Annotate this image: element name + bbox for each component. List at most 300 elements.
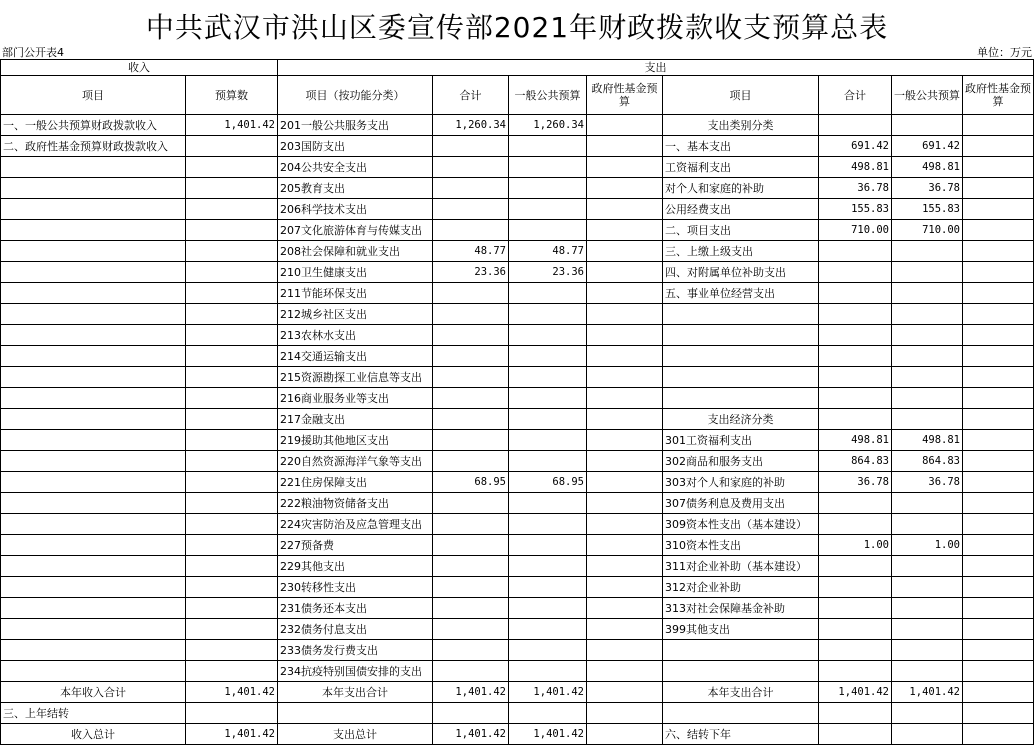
table-cell-d: [433, 304, 509, 325]
table-row: [1, 136, 1034, 157]
table-cell-f: [587, 115, 663, 136]
table-cell-b: [186, 136, 278, 157]
table-cell-g: 313对社会保障基金补助: [663, 598, 819, 619]
table-row: [1, 241, 1034, 262]
table-cell-j: [963, 241, 1034, 262]
table-cell-i: 498.81: [892, 157, 963, 178]
table-cell-f: [587, 451, 663, 472]
table-cell-b: [186, 493, 278, 514]
col-header-item-func: 项目（按功能分类）: [278, 76, 433, 115]
table-cell-j: [963, 703, 1034, 724]
table-cell-h: 155.83: [819, 199, 892, 220]
table-cell-j: [963, 346, 1034, 367]
table-cell-d: [433, 367, 509, 388]
table-cell-i: 498.81: [892, 430, 963, 451]
table-cell-a: [1, 493, 186, 514]
table-cell-b: [186, 367, 278, 388]
table-cell-a: [1, 535, 186, 556]
table-cell-e: [509, 598, 587, 619]
table-cell-j: [963, 262, 1034, 283]
table-cell-f: [587, 682, 663, 703]
table-cell-i: [892, 640, 963, 661]
table-cell-j: [963, 640, 1034, 661]
table-cell-c: 205教育支出: [278, 178, 433, 199]
table-cell-h: [819, 241, 892, 262]
table-cell-d: [433, 598, 509, 619]
table-cell-i: [892, 724, 963, 745]
table-cell-a: [1, 346, 186, 367]
table-cell-c: 216商业服务业等支出: [278, 388, 433, 409]
table-cell-c: 217金融支出: [278, 409, 433, 430]
table-row: [1, 199, 1034, 220]
table-cell-g: 399其他支出: [663, 619, 819, 640]
table-cell-h: [819, 367, 892, 388]
table-cell-c: 支出总计: [278, 724, 433, 745]
table-cell-g: [663, 304, 819, 325]
table-cell-i: [892, 661, 963, 682]
table-cell-f: [587, 325, 663, 346]
table-cell-f: [587, 157, 663, 178]
table-cell-d: [433, 514, 509, 535]
table-cell-f: [587, 724, 663, 745]
table-cell-g: 支出类别分类: [663, 115, 819, 136]
table-cell-e: [509, 535, 587, 556]
table-row: [1, 703, 1034, 724]
table-cell-g: 支出经济分类: [663, 409, 819, 430]
table-cell-c: [278, 703, 433, 724]
table-cell-c: 210卫生健康支出: [278, 262, 433, 283]
table-cell-d: 23.36: [433, 262, 509, 283]
table-row: [1, 535, 1034, 556]
table-cell-f: [587, 514, 663, 535]
table-cell-d: [433, 388, 509, 409]
table-cell-h: [819, 661, 892, 682]
table-cell-a: [1, 661, 186, 682]
table-cell-d: [433, 640, 509, 661]
table-cell-g: 311对企业补助（基本建设）: [663, 556, 819, 577]
table-cell-f: [587, 577, 663, 598]
table-cell-e: 1,401.42: [509, 682, 587, 703]
table-cell-b: [186, 514, 278, 535]
table-cell-f: [587, 283, 663, 304]
table-cell-j: [963, 493, 1034, 514]
col-header-general: 一般公共预算: [509, 76, 587, 115]
table-cell-b: [186, 472, 278, 493]
table-cell-b: [186, 388, 278, 409]
table-cell-d: [433, 535, 509, 556]
table-cell-c: 219援助其他地区支出: [278, 430, 433, 451]
table-cell-g: 对个人和家庭的补助: [663, 178, 819, 199]
table-cell-i: 1,401.42: [892, 682, 963, 703]
table-cell-i: 691.42: [892, 136, 963, 157]
table-cell-e: [509, 409, 587, 430]
table-cell-f: [587, 556, 663, 577]
table-cell-c: 203国防支出: [278, 136, 433, 157]
table-cell-e: [509, 703, 587, 724]
table-cell-g: 307债务利息及费用支出: [663, 493, 819, 514]
table-cell-g: [663, 661, 819, 682]
table-cell-h: 1,401.42: [819, 682, 892, 703]
table-cell-a: [1, 157, 186, 178]
table-row: [1, 157, 1034, 178]
table-cell-i: [892, 241, 963, 262]
table-cell-a: [1, 409, 186, 430]
table-cell-h: [819, 262, 892, 283]
table-cell-i: [892, 619, 963, 640]
table-cell-g: 本年支出合计: [663, 682, 819, 703]
table-cell-i: [892, 115, 963, 136]
table-cell-g: 303对个人和家庭的补助: [663, 472, 819, 493]
table-cell-e: [509, 325, 587, 346]
table-cell-f: [587, 661, 663, 682]
table-cell-g: 六、结转下年: [663, 724, 819, 745]
table-cell-g: [663, 640, 819, 661]
table-row: [1, 409, 1034, 430]
table-cell-h: [819, 388, 892, 409]
table-cell-e: [509, 640, 587, 661]
table-cell-b: 1,401.42: [186, 682, 278, 703]
table-cell-e: [509, 283, 587, 304]
table-cell-j: [963, 514, 1034, 535]
table-cell-f: [587, 535, 663, 556]
table-cell-h: [819, 640, 892, 661]
table-cell-b: [186, 241, 278, 262]
table-row: [1, 262, 1034, 283]
table-cell-a: [1, 556, 186, 577]
table-cell-g: 三、上缴上级支出: [663, 241, 819, 262]
table-cell-f: [587, 640, 663, 661]
table-cell-d: [433, 619, 509, 640]
table-cell-f: [587, 472, 663, 493]
table-cell-d: [433, 283, 509, 304]
table-cell-a: [1, 199, 186, 220]
table-cell-i: [892, 514, 963, 535]
table-cell-a: [1, 304, 186, 325]
table-cell-a: [1, 262, 186, 283]
table-cell-b: [186, 535, 278, 556]
table-row: [1, 346, 1034, 367]
table-row: [1, 682, 1034, 703]
table-cell-c: 234抗疫特别国债安排的支出: [278, 661, 433, 682]
table-cell-e: [509, 388, 587, 409]
table-cell-f: [587, 346, 663, 367]
table-row: [1, 283, 1034, 304]
table-cell-a: [1, 283, 186, 304]
table-row: [1, 556, 1034, 577]
table-cell-h: 864.83: [819, 451, 892, 472]
table-cell-j: [963, 367, 1034, 388]
table-cell-i: [892, 262, 963, 283]
table-row: [1, 493, 1034, 514]
table-cell-d: 1,401.42: [433, 682, 509, 703]
table-cell-j: [963, 661, 1034, 682]
table-cell-h: [819, 115, 892, 136]
table-cell-d: [433, 451, 509, 472]
table-row: [1, 472, 1034, 493]
table-cell-c: 229其他支出: [278, 556, 433, 577]
table-cell-i: [892, 577, 963, 598]
table-cell-h: [819, 598, 892, 619]
table-cell-j: [963, 325, 1034, 346]
table-cell-f: [587, 598, 663, 619]
table-cell-c: 208社会保障和就业支出: [278, 241, 433, 262]
table-cell-f: [587, 430, 663, 451]
table-cell-b: [186, 577, 278, 598]
table-cell-j: [963, 283, 1034, 304]
table-cell-c: 224灾害防治及应急管理支出: [278, 514, 433, 535]
table-cell-d: 1,401.42: [433, 724, 509, 745]
table-cell-d: [433, 703, 509, 724]
table-cell-i: [892, 346, 963, 367]
table-cell-c: 222粮油物资储备支出: [278, 493, 433, 514]
table-row: [1, 577, 1034, 598]
table-cell-d: [433, 199, 509, 220]
table-cell-i: [892, 598, 963, 619]
table-cell-j: [963, 136, 1034, 157]
table-cell-c: 201一般公共服务支出: [278, 115, 433, 136]
table-cell-g: 五、事业单位经营支出: [663, 283, 819, 304]
table-cell-a: [1, 619, 186, 640]
table-cell-h: 691.42: [819, 136, 892, 157]
table-cell-b: 1,401.42: [186, 724, 278, 745]
table-cell-i: [892, 283, 963, 304]
table-cell-f: [587, 178, 663, 199]
table-cell-e: [509, 346, 587, 367]
table-cell-c: 215资源勘探工业信息等支出: [278, 367, 433, 388]
table-row: [1, 640, 1034, 661]
table-cell-j: [963, 724, 1034, 745]
table-cell-f: [587, 262, 663, 283]
table-cell-i: 155.83: [892, 199, 963, 220]
table-cell-e: [509, 430, 587, 451]
table-cell-d: [433, 556, 509, 577]
table-cell-d: [433, 178, 509, 199]
page-title: 中共武汉市洪山区委宣传部2021年财政拨款收支预算总表: [145, 11, 889, 44]
table-cell-g: [663, 367, 819, 388]
table-cell-c: 220自然资源海洋气象等支出: [278, 451, 433, 472]
col-header-fund-2: 政府性基金预算: [963, 76, 1034, 115]
table-cell-c: 212城乡社区支出: [278, 304, 433, 325]
table-cell-a: [1, 325, 186, 346]
table-cell-c: 221住房保障支出: [278, 472, 433, 493]
table-cell-b: [186, 451, 278, 472]
table-cell-g: [663, 346, 819, 367]
table-cell-h: [819, 325, 892, 346]
table-cell-h: [819, 346, 892, 367]
table-cell-f: [587, 304, 663, 325]
table-cell-b: [186, 640, 278, 661]
table-cell-f: [587, 619, 663, 640]
table-row: [1, 388, 1034, 409]
table-row: [1, 724, 1034, 745]
table-row: [1, 367, 1034, 388]
table-cell-g: [663, 703, 819, 724]
table-cell-d: [433, 346, 509, 367]
table-cell-h: [819, 304, 892, 325]
unit-label: 单位：万元: [977, 46, 1032, 59]
table-cell-i: [892, 703, 963, 724]
table-cell-j: [963, 388, 1034, 409]
table-cell-j: [963, 199, 1034, 220]
table-row: [1, 514, 1034, 535]
table-cell-e: [509, 556, 587, 577]
table-row: [1, 325, 1034, 346]
table-cell-d: 1,260.34: [433, 115, 509, 136]
table-cell-b: [186, 178, 278, 199]
table-cell-a: 本年收入合计: [1, 682, 186, 703]
table-cell-j: [963, 472, 1034, 493]
table-cell-e: [509, 304, 587, 325]
table-cell-i: [892, 556, 963, 577]
table-cell-h: [819, 619, 892, 640]
table-row: [1, 304, 1034, 325]
table-cell-b: [186, 325, 278, 346]
table-cell-e: [509, 577, 587, 598]
table-cell-b: [186, 283, 278, 304]
col-header-budget: 预算数: [186, 76, 278, 115]
table-cell-b: [186, 346, 278, 367]
table-cell-j: [963, 220, 1034, 241]
table-cell-j: [963, 409, 1034, 430]
table-cell-i: [892, 409, 963, 430]
col-header-total-2: 合计: [819, 76, 892, 115]
table-cell-d: [433, 220, 509, 241]
table-cell-h: 498.81: [819, 157, 892, 178]
table-cell-c: 本年支出合计: [278, 682, 433, 703]
expense-header: 支出: [278, 60, 1034, 76]
table-cell-i: 36.78: [892, 472, 963, 493]
table-cell-d: [433, 157, 509, 178]
table-cell-j: [963, 451, 1034, 472]
table-row: [1, 619, 1034, 640]
table-cell-i: [892, 493, 963, 514]
table-cell-e: [509, 493, 587, 514]
col-header-item: 项目: [1, 76, 186, 115]
table-cell-e: [509, 619, 587, 640]
table-cell-a: [1, 640, 186, 661]
col-header-fund: 政府性基金预算: [587, 76, 663, 115]
table-cell-h: 36.78: [819, 178, 892, 199]
table-cell-e: [509, 661, 587, 682]
budget-table: [0, 59, 1034, 745]
table-cell-b: [186, 409, 278, 430]
table-cell-b: [186, 598, 278, 619]
table-cell-h: [819, 556, 892, 577]
table-cell-a: [1, 472, 186, 493]
table-cell-c: 233债务发行费支出: [278, 640, 433, 661]
table-cell-j: [963, 157, 1034, 178]
table-cell-d: 48.77: [433, 241, 509, 262]
table-cell-h: [819, 703, 892, 724]
table-cell-a: [1, 514, 186, 535]
table-cell-f: [587, 367, 663, 388]
table-row: [1, 178, 1034, 199]
table-cell-h: 1.00: [819, 535, 892, 556]
table-cell-d: [433, 409, 509, 430]
table-cell-g: 一、基本支出: [663, 136, 819, 157]
table-cell-e: 23.36: [509, 262, 587, 283]
col-header-general-2: 一般公共预算: [892, 76, 963, 115]
table-cell-g: 312对企业补助: [663, 577, 819, 598]
table-cell-i: 1.00: [892, 535, 963, 556]
table-cell-d: [433, 325, 509, 346]
table-cell-f: [587, 493, 663, 514]
table-cell-b: [186, 220, 278, 241]
table-cell-j: [963, 577, 1034, 598]
table-cell-j: [963, 598, 1034, 619]
table-cell-g: [663, 325, 819, 346]
table-cell-b: [186, 157, 278, 178]
table-cell-g: 公用经费支出: [663, 199, 819, 220]
table-cell-a: [1, 178, 186, 199]
table-cell-e: [509, 199, 587, 220]
table-cell-a: [1, 598, 186, 619]
table-cell-h: [819, 724, 892, 745]
table-cell-b: 1,401.42: [186, 115, 278, 136]
table-cell-d: [433, 493, 509, 514]
table-cell-c: 230转移性支出: [278, 577, 433, 598]
table-cell-g: 工资福利支出: [663, 157, 819, 178]
table-cell-h: [819, 283, 892, 304]
table-cell-c: 213农林水支出: [278, 325, 433, 346]
table-cell-g: 四、对附属单位补助支出: [663, 262, 819, 283]
table-cell-a: [1, 388, 186, 409]
table-cell-e: 68.95: [509, 472, 587, 493]
table-cell-c: 214交通运输支出: [278, 346, 433, 367]
table-cell-f: [587, 409, 663, 430]
table-cell-c: 231债务还本支出: [278, 598, 433, 619]
table-cell-e: 48.77: [509, 241, 587, 262]
table-cell-e: [509, 178, 587, 199]
table-cell-f: [587, 220, 663, 241]
table-cell-c: 211节能环保支出: [278, 283, 433, 304]
income-header: 收入: [1, 60, 278, 76]
table-cell-i: 36.78: [892, 178, 963, 199]
table-cell-b: [186, 556, 278, 577]
table-cell-d: [433, 430, 509, 451]
table-cell-h: [819, 493, 892, 514]
table-cell-d: 68.95: [433, 472, 509, 493]
table-cell-j: [963, 430, 1034, 451]
table-cell-j: [963, 556, 1034, 577]
table-cell-d: [433, 661, 509, 682]
table-cell-d: [433, 136, 509, 157]
table-cell-a: 一、一般公共预算财政拨款收入: [1, 115, 186, 136]
table-row: [1, 115, 1034, 136]
table-cell-f: [587, 241, 663, 262]
table-cell-i: 864.83: [892, 451, 963, 472]
table-cell-g: [663, 388, 819, 409]
table-cell-j: [963, 535, 1034, 556]
form-label: 部门公开表4: [2, 46, 64, 59]
table-cell-e: 1,260.34: [509, 115, 587, 136]
col-header-total: 合计: [433, 76, 509, 115]
table-cell-g: 309资本性支出（基本建设）: [663, 514, 819, 535]
table-cell-g: 310资本性支出: [663, 535, 819, 556]
table-cell-b: [186, 619, 278, 640]
table-cell-a: [1, 241, 186, 262]
table-cell-c: 227预备费: [278, 535, 433, 556]
table-row: [1, 451, 1034, 472]
table-cell-a: [1, 577, 186, 598]
table-cell-h: [819, 409, 892, 430]
table-cell-e: 1,401.42: [509, 724, 587, 745]
table-cell-e: [509, 367, 587, 388]
table-cell-b: [186, 199, 278, 220]
table-cell-i: 710.00: [892, 220, 963, 241]
table-cell-j: [963, 304, 1034, 325]
table-row: [1, 661, 1034, 682]
